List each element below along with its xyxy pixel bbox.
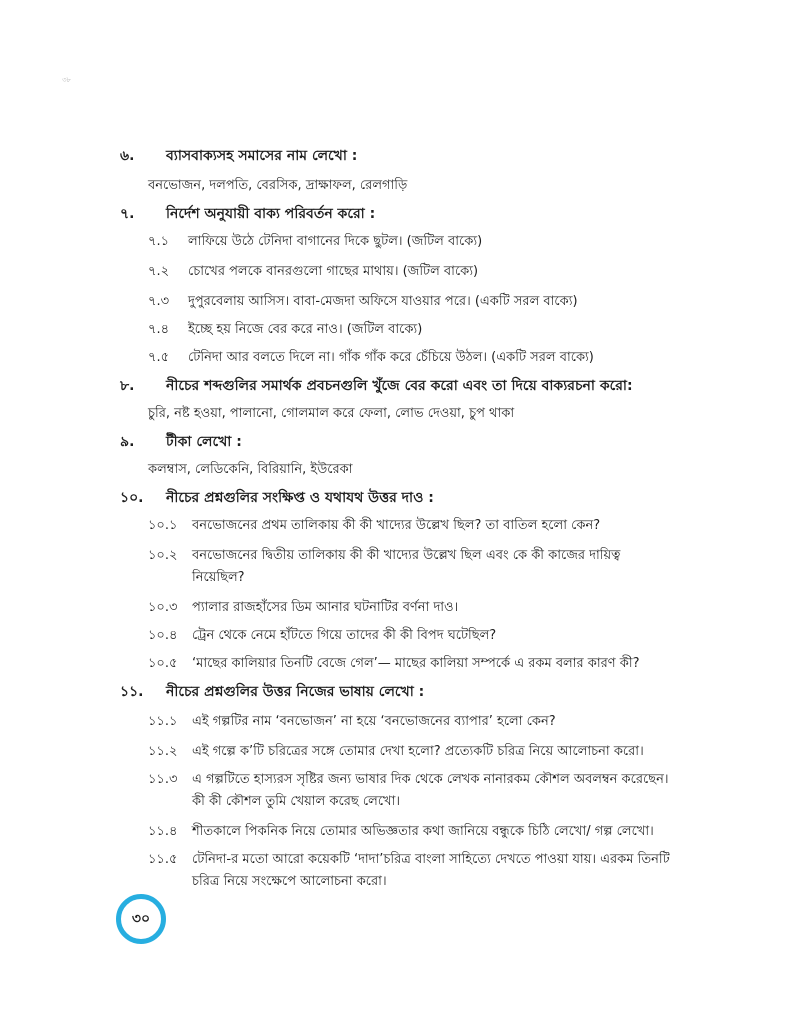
sub-text: চোখের পলকে বানরগুলো গাছের মাথায়। (জটিল বাক্যে) (188, 264, 479, 279)
sub-text: বনভোজনের প্রথম তালিকায় কী কী খাদ্যের উল্লেখ ছিল? তা বাতিল হলো কেন? (192, 518, 601, 533)
question-6-heading (120, 146, 740, 166)
sub-item-10-2-continuation: নিয়েছিল? (192, 570, 245, 585)
sub-number: ১০.৪ (148, 628, 178, 643)
sub-item-11-1 (148, 712, 748, 732)
question-number: ১১. (120, 684, 144, 700)
sub-item-11-3 (148, 770, 748, 790)
sub-text: শীতকালে পিকনিক নিয়ে তোমার অভিজ্ঞতার কথা জানিয়ে বন্ধুকে চিঠি লেখো/ গল্প লেখো। (192, 824, 654, 839)
question-number: ৬. (120, 148, 135, 164)
sub-item-10-5 (148, 654, 748, 674)
sub-number: ১১.২ (148, 744, 178, 759)
sub-text: এই গল্পে ক’টি চরিত্রের সঙ্গে তোমার দেখা হলো? প্রত্যেকটি চরিত্র নিয়ে আলোচনা করো। (192, 744, 644, 759)
question-title: নীচের শব্দগুলির সমার্থক প্রবচনগুলি খুঁজে বের করো এবং তা দিয়ে বাক্যরচনা করো: (166, 378, 633, 394)
sub-item-10-1 (148, 516, 748, 536)
sub-text: লাফিয়ে উঠে টেনিদা বাগানের দিকে ছুটল। (জটিল বাক্যে) (188, 234, 483, 249)
sub-item-7-3 (148, 292, 748, 312)
sub-text: দুপুরবেলায় আসিস। বাবা-মেজদা অফিসে যাওয়ার পরে। (একটি সরল বাক্যে) (188, 294, 578, 309)
question-9-body: কলম্বাস, লেডিকেনি, বিরিয়ানি, ইউরেকা (148, 462, 353, 477)
sub-number: ১০.৫ (148, 656, 178, 671)
sub-item-11-5-continuation: চরিত্র নিয়ে সংক্ষেপে আলোচনা করো। (192, 874, 387, 889)
question-6-body: বনভোজন, দলপতি, বেরসিক, দ্রাক্ষাফল, রেলগাড়ি (148, 178, 408, 193)
question-title: নির্দেশ অনুযায়ী বাক্য পরিবর্তন করো : (166, 206, 376, 222)
sub-number: ১১.৫ (148, 852, 178, 867)
sub-number: ১০.২ (148, 548, 178, 563)
question-title: নীচের প্রশ্নগুলির উত্তর নিজের ভাষায় লেখো : (166, 684, 425, 700)
sub-item-7-4 (148, 320, 748, 340)
question-title: ব্যাসবাক্যসহ সমাসের নাম লেখো : (166, 148, 358, 164)
sub-text: টেনিদা-র মতো আরো কয়েকটি ‘দাদা’চরিত্র বাংলা সাহিত্যে দেখতে পাওয়া যায়। এরকম তিনটি (192, 852, 670, 867)
sub-text: প্যালার রাজহাঁসের ডিম আনার ঘটনাটির বর্ণনা দাও। (192, 600, 459, 615)
sub-number: ১১.৩ (148, 772, 178, 787)
question-8-body: চুরি, নষ্ট হওয়া, পালানো, গোলমাল করে ফেলা, লোভ দেওয়া, চুপ থাকা (148, 406, 515, 421)
question-number: ৯. (120, 434, 135, 450)
sub-number: ১০.১ (148, 518, 178, 533)
sub-item-11-3-continuation: কী কী কৌশল তুমি খেয়াল করেছ লেখো। (192, 794, 400, 809)
sub-item-10-2 (148, 546, 748, 566)
sub-number: ৭.১ (148, 234, 170, 249)
sub-item-7-2 (148, 262, 748, 282)
question-10-heading (120, 488, 740, 508)
question-number: ৮. (120, 378, 135, 394)
sub-number: ১১.১ (148, 714, 178, 729)
sub-item-7-5 (148, 348, 748, 368)
question-number: ৭. (120, 206, 135, 222)
sub-text: ট্রেন থেকে নেমে হাঁটতে গিয়ে তাদের কী কী বিপদ ঘটেছিল? (192, 628, 497, 643)
question-number: ১০. (120, 490, 144, 506)
sub-item-10-4 (148, 626, 748, 646)
sub-text: বনভোজনের দ্বিতীয় তালিকায় কী কী খাদ্যের উল্লেখ ছিল এবং কে কী কাজের দায়িত্ব (192, 548, 621, 563)
sub-item-7-1 (148, 232, 748, 252)
sub-number: ১০.৩ (148, 600, 178, 615)
sub-text: ইচ্ছে হয় নিজে বের করে নাও। (জটিল বাক্যে) (188, 322, 423, 337)
sub-text: এ গল্পটিতে হাস্যরস সৃষ্টির জন্য ভাষার দিক থেকে লেখক নানারকম কৌশল অবলম্বন করেছেন। (192, 772, 669, 787)
sub-number: ১১.৪ (148, 824, 178, 839)
sub-number: ৭.৪ (148, 322, 170, 337)
sub-number: ৭.৫ (148, 350, 170, 365)
sub-item-11-5 (148, 850, 748, 870)
corner-mark: ৩৮ (62, 76, 72, 84)
sub-number: ৭.২ (148, 264, 170, 279)
sub-number: ৭.৩ (148, 294, 170, 309)
sub-item-10-3 (148, 598, 748, 618)
question-title: টীকা লেখো : (166, 434, 242, 450)
question-11-heading (120, 682, 740, 702)
page-number: ৩০ (131, 911, 151, 927)
page-number-badge (116, 894, 166, 944)
question-8-heading (120, 376, 740, 396)
question-9-heading (120, 432, 740, 452)
sub-item-11-2 (148, 742, 748, 762)
question-title: নীচের প্রশ্নগুলির সংক্ষিপ্ত ও যথাযথ উত্তর দাও : (166, 490, 434, 506)
sub-text: এই গল্পটির নাম ‘বনভোজন’ না হয়ে ‘বনভোজনের ব্যাপার’ হলো কেন? (192, 714, 556, 729)
sub-text: ‘মাছের কালিয়ার তিনটি বেজে গেল’— মাছের কালিয়া সম্পর্কে এ রকম বলার কারণ কী? (192, 656, 640, 671)
sub-text: টেনিদা আর বলতে দিলে না। গাঁক গাঁক করে চেঁচিয়ে উঠল। (একটি সরল বাক্যে) (188, 350, 594, 365)
question-7-heading (120, 204, 740, 224)
sub-item-11-4 (148, 822, 748, 842)
